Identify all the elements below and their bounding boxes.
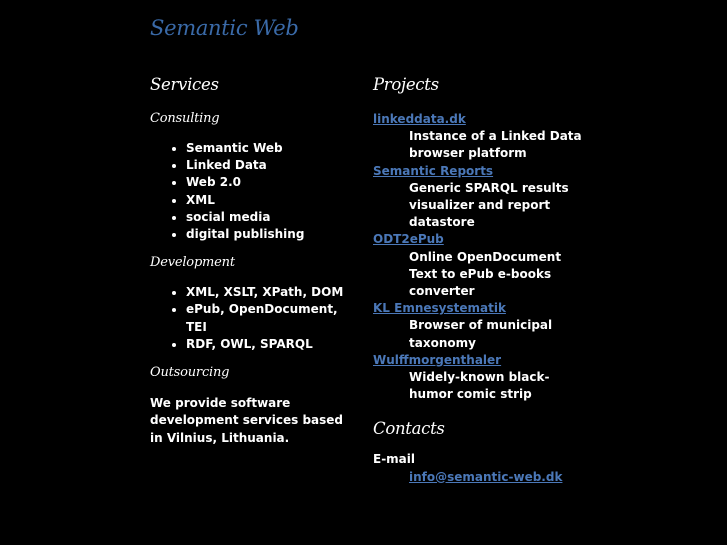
list-item: • Semantic Web [186, 140, 355, 157]
email-link[interactable]: info@semantic-web.dk [409, 469, 563, 484]
development-heading: Development [150, 255, 235, 271]
consulting-list [150, 140, 355, 243]
list-item: • Web 2.0 [186, 174, 355, 191]
outsourcing-text: We provide software development services based in Vilnius, Lithuania. [150, 396, 344, 445]
project-description: Instance of a Linked Data browser platform [409, 129, 582, 161]
consulting-heading: Consulting [150, 111, 220, 126]
contacts-list [373, 451, 583, 485]
project-description: Generic SPARQL results visualizer and report datastore [409, 180, 569, 230]
project-link-kl-emnesystematik[interactable]: KL Emnesystematik [373, 301, 506, 316]
project-link-linkeddata[interactable]: linkeddata.dk [373, 112, 466, 126]
project-link-semantic-reports[interactable]: Semantic Reports [373, 163, 494, 178]
services-heading: Services [150, 75, 219, 94]
list-item: • social media [186, 209, 355, 226]
site-title: Semantic Web [150, 16, 299, 40]
project-description: Browser of municipal taxonomy [409, 318, 553, 350]
projects-heading: Projects [373, 75, 439, 94]
list-item: • digital publishing [186, 226, 355, 243]
list-item: • XML, XSLT, XPath, DOM [186, 284, 355, 301]
list-item: • XML [186, 192, 355, 209]
development-list [150, 284, 355, 353]
project-link-wulffmorgenthaler[interactable]: Wulffmorgenthaler [373, 352, 502, 367]
email-label: E-mail [373, 452, 416, 467]
project-link-odt2epub[interactable]: ODT2ePub [373, 232, 444, 247]
project-description: Widely-known black-humor comic strip [409, 370, 550, 402]
projects-list [373, 111, 583, 403]
list-item: • Linked Data [186, 157, 355, 174]
projects-column [373, 74, 583, 486]
services-column [150, 74, 355, 447]
list-item: • ePub, OpenDocument, TEI [186, 301, 355, 335]
project-description: Online OpenDocument Text to ePub e-books converter [409, 249, 562, 299]
contacts-heading: Contacts [373, 419, 445, 439]
list-item: • RDF, OWL, SPARQL [186, 336, 355, 353]
outsourcing-heading: Outsourcing [150, 365, 230, 381]
